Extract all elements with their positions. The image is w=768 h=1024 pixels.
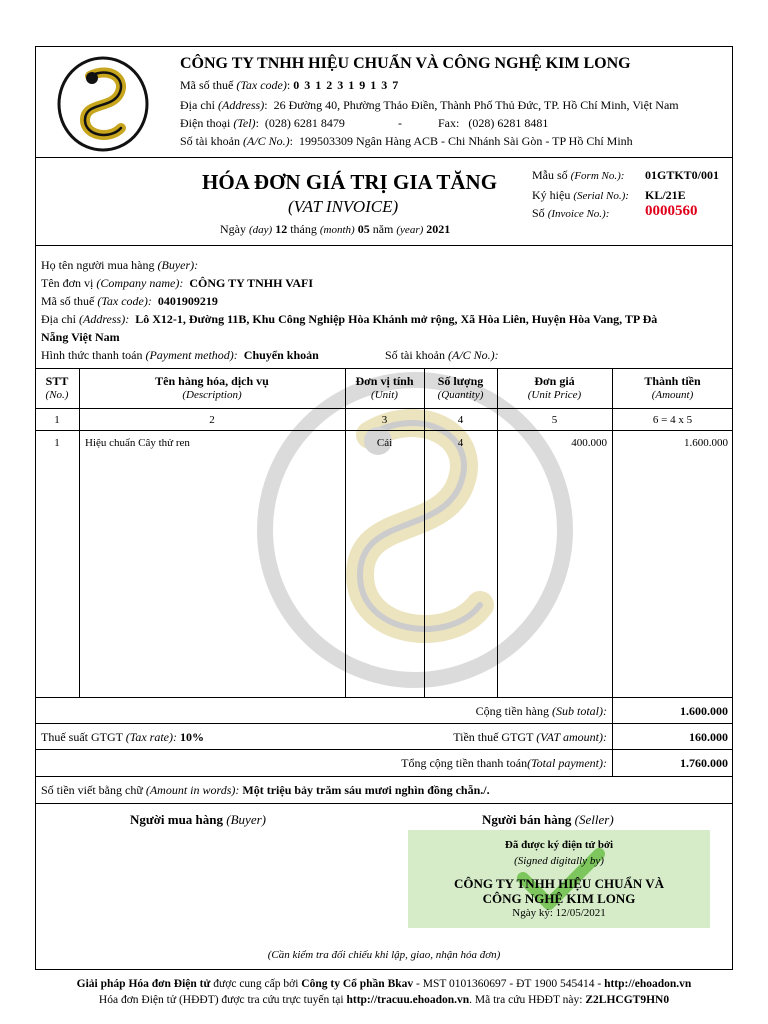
buyer-address-label: Địa chỉ <box>41 312 76 326</box>
date-day-en: (day) <box>249 224 273 236</box>
col-index: 5 <box>551 414 558 426</box>
number-label-row <box>532 206 609 221</box>
col-index: 3 <box>381 414 388 426</box>
footer-contact: - MST 0101360697 - ĐT 1900 545414 - <box>413 978 605 990</box>
buyer-tax-label: Mã số thuế <box>41 294 95 308</box>
row-unit: Cái <box>376 437 393 449</box>
buyer-company-row <box>41 276 313 291</box>
footer-code-label: . Mã tra cứu HĐĐT này: <box>469 994 586 1006</box>
total-value: 1.760.000 <box>680 756 728 770</box>
tax-rate-label: Thuế suất GTGT <box>41 730 123 744</box>
col-header-quantity: Số lượng <box>437 374 484 388</box>
serial-no: KL/21E <box>645 188 686 202</box>
divider <box>35 776 733 777</box>
form-label-row <box>532 168 624 183</box>
col-index: 1 <box>54 414 60 426</box>
footer-line2 <box>0 994 768 1006</box>
seller-dash: - <box>398 116 402 130</box>
buyer-company-label-en: (Company name): <box>96 276 184 290</box>
footer-lookup-code: Z2LHCGT9HN0 <box>585 994 670 1006</box>
total-label-row <box>330 756 607 771</box>
divider <box>35 749 733 750</box>
divider <box>35 157 733 158</box>
seller-fax-row <box>438 116 548 131</box>
seller-account-row: Số tài khoản (A/C No.): 199503309 Ngân Hàng ACB - Chi Nhánh Sài Gòn - TP Hồ Chí Minh <box>180 134 633 148</box>
buyer-signature-label-en: (Buyer) <box>226 812 266 827</box>
buyer-signature-label: Người mua hàng <box>130 812 224 827</box>
col-header-quantity-en: (Quantity) <box>437 389 484 401</box>
seller-address-label-en: (Address) <box>218 98 265 112</box>
serial-label-en: (Serial No.): <box>573 190 629 202</box>
col-index: 2 <box>209 414 215 426</box>
col-header-description: Tên hàng hóa, dịch vụ <box>155 374 269 388</box>
seller-account-label: Số tài khoản <box>180 134 240 148</box>
row-description: Hiệu chuẩn Cây thử ren <box>85 437 190 449</box>
buyer-tax-label-en: (Tax code): <box>97 294 152 308</box>
col-divider <box>612 697 613 776</box>
table-top-line <box>35 368 733 369</box>
signed-by-label-en: (Signed digitally by) <box>514 855 604 867</box>
seller-tax-label-en: (Tax code) <box>236 78 287 92</box>
col-header-unit-price: Đơn giá <box>534 374 575 388</box>
buyer-payment: Chuyển khoản <box>243 348 319 362</box>
buyer-payment-label-en: (Payment method): <box>145 348 238 362</box>
footer-lookup-text: Hóa đơn Điện tử (HĐĐT) được tra cứu trực tuyến tại <box>98 994 347 1006</box>
subtotal-label-en: (Sub total): <box>552 704 607 718</box>
seller-signature-label: Người bán hàng <box>482 812 572 827</box>
amount-words-label-en: (Amount in words): <box>145 783 240 797</box>
seller-phone: (028) 6281 8479 <box>264 116 345 130</box>
seller-fax: (028) 6281 8481 <box>468 116 549 130</box>
seller-account: 199503309 Ngân Hàng ACB - Chi Nhánh Sài Gòn - TP Hồ Chí Minh <box>299 134 633 148</box>
seller-phone-row: Điện thoại (Tel): (028) 6281 8479 <box>180 116 345 130</box>
seller-fax-label: Fax: <box>438 116 460 130</box>
seller-address-row: Địa chỉ (Address): 26 Đường 40, Phường Thảo Điền, Thành Phố Thủ Đức, TP. Hồ Chí Minh, Việt Nam <box>180 98 679 112</box>
subtotal-value: 1.600.000 <box>680 704 728 718</box>
seller-account-label-en: (A/C No.) <box>243 134 290 148</box>
invoice-subtitle: (VAT INVOICE) <box>288 197 399 216</box>
col-header-amount-en: (Amount) <box>651 389 694 401</box>
buyer-address-line1: Lô X12-1, Đường 11B, Khu Công Nghiệp Hòa Khánh mở rộng, Xã Hòa Liên, Huyện Hòa Vang, TP Đà <box>135 312 658 326</box>
col-header-unit-en: (Unit) <box>371 389 398 401</box>
footer-line1 <box>0 978 768 990</box>
buyer-payment-row <box>41 348 319 363</box>
divider <box>35 803 733 804</box>
date-month-en: (month) <box>319 224 355 236</box>
footer-link-ehoadon[interactable]: http://ehoadon.vn <box>604 978 692 990</box>
col-index: 6 = 4 x 5 <box>652 414 693 426</box>
footer-company: Công ty Cổ phần Bkav <box>301 978 414 990</box>
seller-tax-label: Mã số thuế <box>180 78 234 92</box>
date-month-label: tháng <box>290 222 317 236</box>
date-year-en: (year) <box>396 224 424 236</box>
buyer-payment-label: Hình thức thanh toán <box>41 348 143 362</box>
seller-signature-title <box>482 812 614 828</box>
sign-date: Ngày ký: 12/05/2021 <box>512 907 606 919</box>
buyer-company: CÔNG TY TNHH VAFI <box>189 276 314 290</box>
seller-name: CÔNG TY TNHH HIỆU CHUẨN VÀ CÔNG NGHỆ KIM LONG <box>180 55 631 72</box>
form-label: Mẫu số <box>532 168 568 182</box>
table-bottom-line <box>35 697 733 698</box>
buyer-signature-title <box>130 812 266 828</box>
date-day-label: Ngày <box>220 222 246 236</box>
seller-tax-row: Mã số thuế (Tax code): 0 3 1 2 3 1 9 1 3 7 <box>180 78 400 92</box>
tax-rate-label-en: (Tax rate): <box>125 730 177 744</box>
buyer-tax-row <box>41 294 218 309</box>
amount-words-label: Số tiền viết bằng chữ <box>41 783 143 797</box>
form-label-en: (Form No.): <box>570 170 625 182</box>
table-index-line <box>35 430 733 431</box>
row-unit-price: 400.000 <box>571 437 607 449</box>
buyer-company-label: Tên đơn vị <box>41 276 94 290</box>
buyer-account-label: Số tài khoản <box>385 348 445 362</box>
seller-tax-code: 0 3 1 2 3 1 9 1 3 7 <box>293 78 400 92</box>
buyer-account-label-en: (A/C No.): <box>448 348 499 362</box>
col-header-unit-price-en: (Unit Price) <box>527 389 582 401</box>
table-header-line <box>35 408 733 409</box>
dragon-logo-icon <box>55 54 151 154</box>
col-header-amount: Thành tiền <box>644 374 701 388</box>
seller-phone-label: Điện thoại <box>180 116 231 130</box>
footer-link-tracuu[interactable]: http://tracuu.ehoadon.vn <box>346 994 470 1006</box>
number-label: Số <box>532 206 545 220</box>
form-no: 01GTKT0/001 <box>645 168 720 182</box>
col-header-description-en: (Description) <box>182 389 242 401</box>
amount-words-row <box>41 783 490 798</box>
divider <box>35 723 733 724</box>
invoice-date <box>220 222 450 237</box>
buyer-tax-code: 0401909219 <box>157 294 218 308</box>
date-month: 05 <box>357 222 370 236</box>
date-year: 2021 <box>426 222 451 236</box>
date-year-label: năm <box>372 222 394 236</box>
invoice-number: 0000560 <box>645 203 698 219</box>
vat-label: Tiền thuế GTGT <box>453 730 534 744</box>
number-label-en: (Invoice No.): <box>547 208 610 220</box>
tax-rate: 10% <box>179 730 204 744</box>
buyer-name-label: Họ tên người mua hàng <box>41 258 155 272</box>
subtotal-label: Cộng tiền hàng <box>475 704 549 718</box>
buyer-name-label-en: (Buyer): <box>157 258 199 272</box>
signer-name-line2: CÔNG NGHỆ KIM LONG <box>482 891 636 906</box>
seller-address-label: Địa chỉ <box>180 98 215 112</box>
seller-address: 26 Đường 40, Phường Thảo Điền, Thành Phố Thủ Đức, TP. Hồ Chí Minh, Việt Nam <box>273 98 679 112</box>
buyer-address-row <box>41 312 657 327</box>
serial-label: Ký hiệu <box>532 188 571 202</box>
total-label-en: (Total payment): <box>527 756 607 770</box>
total-label: Tổng cộng tiền thanh toán <box>401 756 528 770</box>
amount-words: Một triệu bảy trăm sáu mươi nghìn đồng chẵn./. <box>242 783 490 797</box>
row-amount: 1.600.000 <box>684 437 728 449</box>
subtotal-label-row <box>330 704 607 719</box>
buyer-account-row <box>385 348 499 363</box>
col-index: 4 <box>457 414 464 426</box>
col-header-no: STT <box>45 374 69 388</box>
signed-by-label: Đã được ký điện tử bởi <box>504 839 614 851</box>
buyer-address-line2: Nẵng Việt Nam <box>41 330 120 344</box>
date-day: 12 <box>275 222 288 236</box>
row-quantity: 4 <box>457 437 464 449</box>
vat-label-row <box>330 730 607 745</box>
signer-name-line1: CÔNG TY TNHH HIỆU CHUẨN VÀ <box>453 876 665 891</box>
serial-label-row <box>532 188 629 203</box>
tax-rate-row <box>41 730 204 745</box>
seller-signature-label-en: (Seller) <box>574 812 614 827</box>
footer-solution: Giải pháp Hóa đơn Điện tử <box>76 978 211 990</box>
footer-provided: được cung cấp bởi <box>210 978 302 990</box>
buyer-name-row <box>41 258 198 273</box>
invoice-title: HÓA ĐƠN GIÁ TRỊ GIA TĂNG <box>202 170 498 194</box>
row-no: 1 <box>54 437 60 449</box>
check-note: (Cần kiểm tra đối chiếu khi lập, giao, nhận hóa đơn) <box>267 949 501 961</box>
seller-phone-label-en: (Tel) <box>233 116 256 130</box>
vat-value: 160.000 <box>689 730 728 744</box>
divider <box>35 245 733 246</box>
col-header-no-en: (No.) <box>45 389 69 401</box>
buyer-address-label-en: (Address): <box>79 312 130 326</box>
vat-label-en: (VAT amount): <box>536 730 607 744</box>
col-header-unit: Đơn vị tính <box>355 374 414 388</box>
